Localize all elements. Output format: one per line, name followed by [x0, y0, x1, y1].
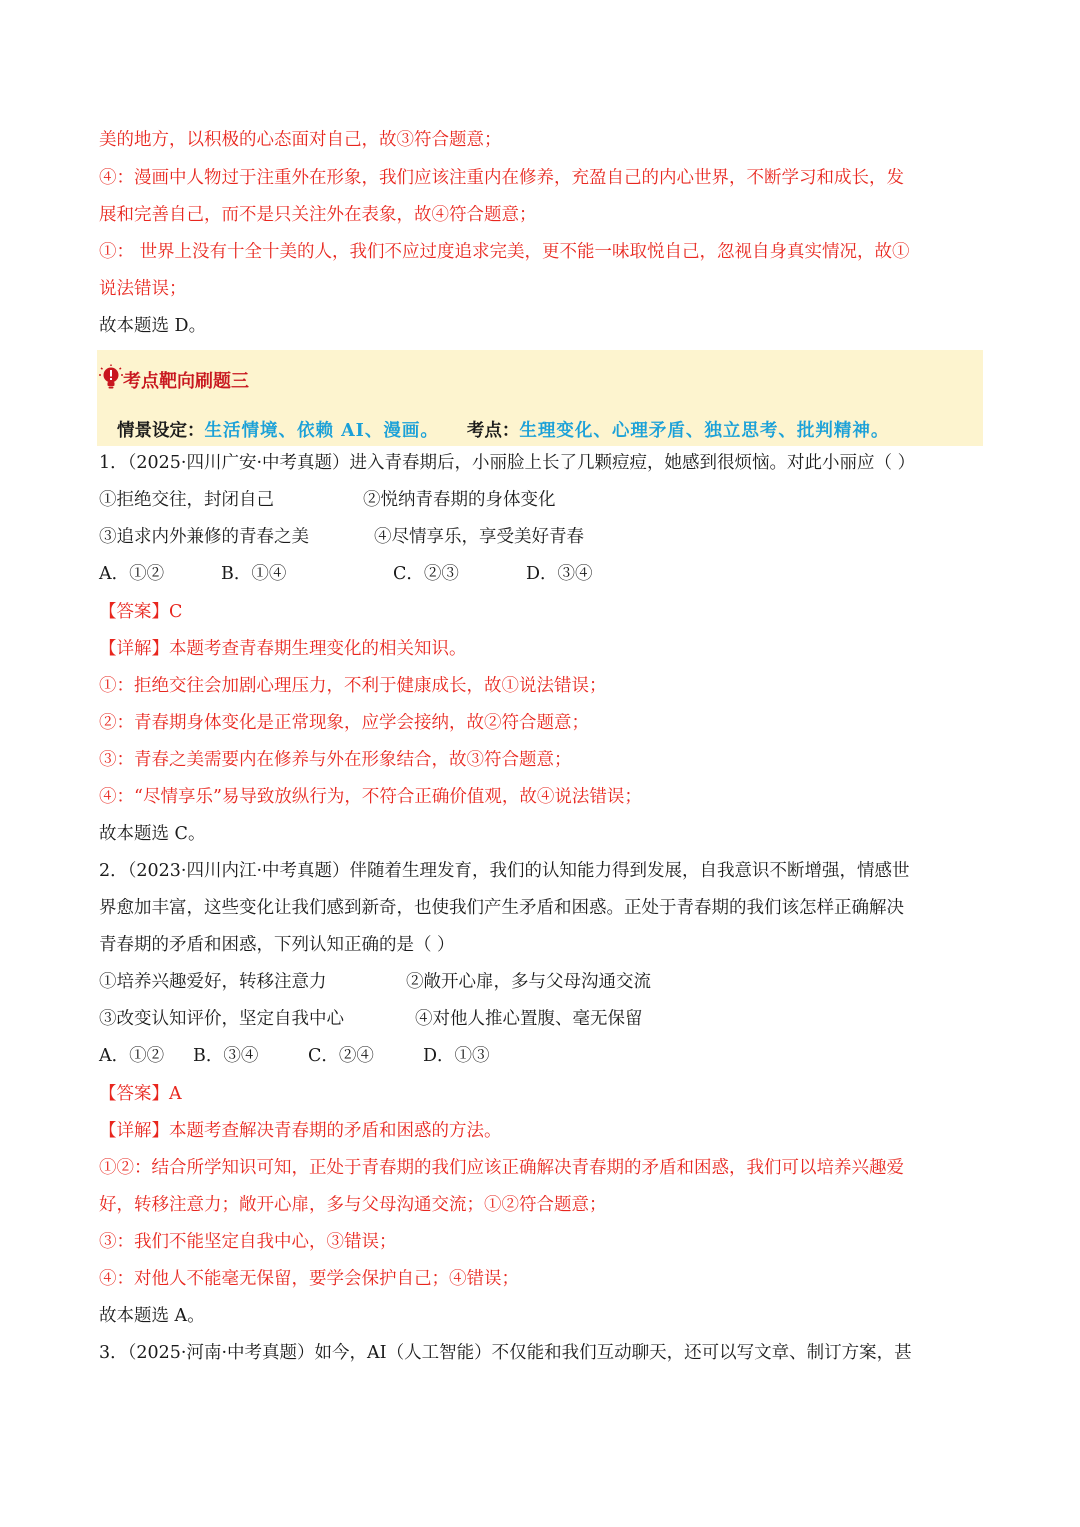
choice-line	[99, 1044, 599, 1068]
section-title: 考点靶向刷题三	[123, 371, 249, 392]
explanation-line: ①：拒绝交往会加剧心理压力，不利于健康成长，故①说法错误；	[99, 676, 607, 696]
explanation-line: ①： 世界上没有十全十美的人，我们不应过度追求完美，更不能一味取悦自己，忽视自身真实情况，故①	[99, 242, 910, 262]
option-line	[99, 525, 584, 549]
scene-value: 生活情境、依赖 AI、漫画。	[204, 421, 439, 441]
question-stem: 界愈加丰富，这些变化让我们感到新奇，也使我们产生矛盾和困惑。正处于青春期的我们该怎样正确解决	[99, 898, 904, 918]
choice-a: A．①②	[99, 1046, 165, 1066]
question-stem: 2．（2023·四川内江·中考真题）伴随着生理发育，我们的认知能力得到发展，自我意识不断增强，情感世	[99, 861, 910, 881]
choice-c: C．②③	[393, 564, 459, 584]
final-answer: 故本题选 A。	[99, 1306, 205, 1326]
option-item: ②悦纳青春期的身体变化	[363, 490, 556, 510]
explanation-line: ③：青春之美需要内在修养与外在形象结合，故③符合题意；	[99, 750, 572, 770]
choice-d: D．③④	[526, 564, 593, 584]
option-item: ③追求内外兼修的青春之美	[99, 527, 309, 547]
final-answer: 故本题选 D。	[99, 316, 207, 336]
point-label: 考点：	[466, 421, 520, 441]
explanation-line: ④：“尽情享乐”易导致放纵行为，不符合正确价值观，故④说法错误；	[99, 787, 642, 807]
detail-line: 【详解】本题考查解决青春期的矛盾和困惑的方法。	[99, 1121, 502, 1141]
question-stem: 1．（2025·四川广安·中考真题）进入青春期后，小丽脸上长了几颗痘痘，她感到很烦恼。对此小丽应（ ）	[99, 453, 916, 473]
answer-line: 【答案】C	[99, 602, 183, 622]
choice-d: D．①③	[423, 1046, 490, 1066]
option-item: ④尽情享乐，享受美好青春	[374, 527, 584, 547]
option-line	[99, 488, 556, 512]
option-item: ③改变认知评价，坚定自我中心	[99, 1009, 344, 1029]
explanation-line: ②：青春期身体变化是正常现象，应学会接纳，故②符合题意；	[99, 713, 589, 733]
option-line	[99, 970, 651, 994]
scene-line	[117, 417, 889, 442]
option-line	[99, 1007, 643, 1031]
explanation-line: ①②：结合所学知识可知，正处于青春期的我们应该正确解决青春期的矛盾和困惑，我们可以培养兴趣爱	[99, 1158, 904, 1178]
point-value: 生理变化、心理矛盾、独立思考、批判精神。	[519, 421, 890, 441]
choice-b: B．③④	[193, 1046, 259, 1066]
choice-c: C．②④	[308, 1046, 374, 1066]
choice-line	[99, 562, 699, 586]
choice-b: B．①④	[221, 564, 287, 584]
explanation-line: 美的地方，以积极的心态面对自己，故③符合题意；	[99, 130, 502, 150]
option-item: ①拒绝交往，封闭自己	[99, 490, 274, 510]
lightbulb-alert-icon	[99, 364, 123, 390]
option-item: ④对他人推心置腹、毫无保留	[415, 1009, 643, 1029]
choice-a: A．①②	[99, 564, 165, 584]
explanation-line: 展和完善自己，而不是只关注外在表象，故④符合题意；	[99, 205, 537, 225]
explanation-line: ④：漫画中人物过于注重外在形象，我们应该注重内在修养，充盈自己的内心世界，不断学习和成长，发	[99, 168, 904, 188]
answer-line: 【答案】A	[99, 1084, 182, 1104]
final-answer: 故本题选 C。	[99, 824, 206, 844]
option-item: ②敞开心扉，多与父母沟通交流	[406, 972, 651, 992]
detail-line: 【详解】本题考查青春期生理变化的相关知识。	[99, 639, 467, 659]
question-stem: 3．（2025·河南·中考真题）如今，AI（人工智能）不仅能和我们互动聊天，还可以写文章、制订方案，甚	[99, 1343, 912, 1363]
question-stem: 青春期的矛盾和困惑，下列认知正确的是（ ）	[99, 935, 455, 955]
explanation-line: 说法错误；	[99, 279, 187, 299]
scene-label: 情景设定：	[117, 421, 205, 441]
explanation-line: ③：我们不能坚定自我中心，③错误；	[99, 1232, 397, 1252]
explanation-line: ④：对他人不能毫无保留，要学会保护自己；④错误；	[99, 1269, 519, 1289]
section-banner	[97, 350, 983, 446]
option-item: ①培养兴趣爱好，转移注意力	[99, 972, 327, 992]
explanation-line: 好，转移注意力；敞开心扉，多与父母沟通交流；①②符合题意；	[99, 1195, 607, 1215]
